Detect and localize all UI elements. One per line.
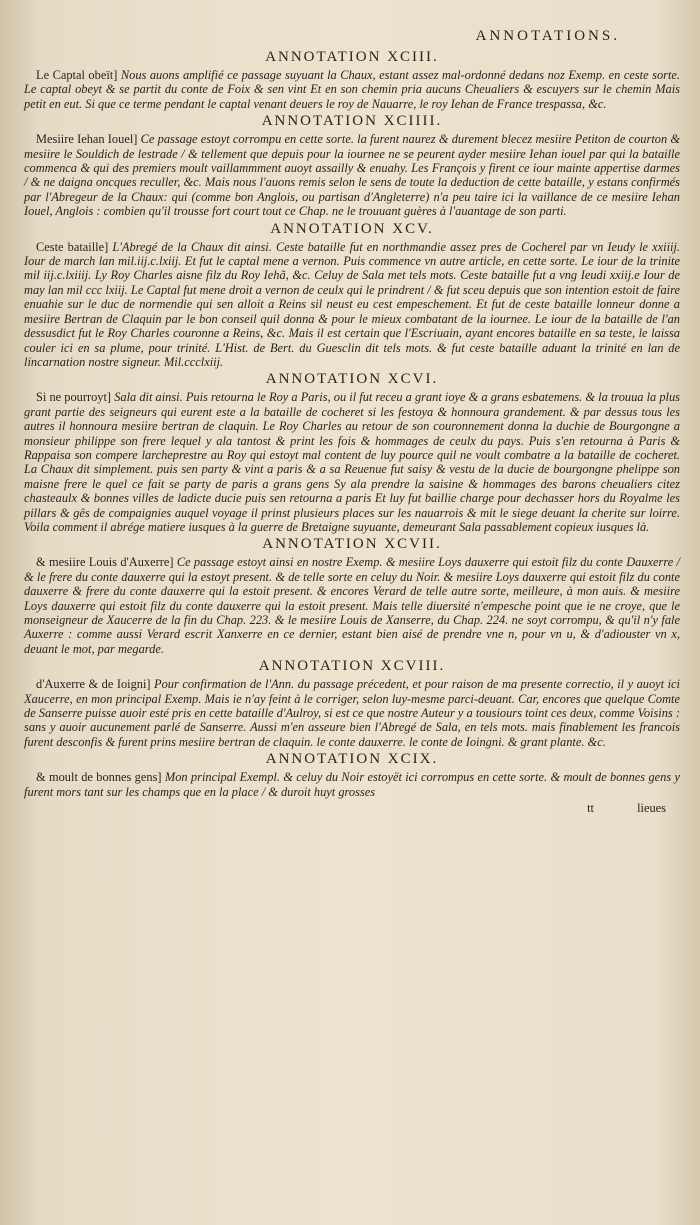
- commentary: Ce passage estoyt corrompu en cette sorte. la furent naurez & durement blecez mesiire Petiton de courton & mesiire le Souldich de lestrade / & tellement que depuis pour la iournee ne se peurent ayder mesiire Iehan iouel par qui la bataille commenca & qui des premiers moult vaillammment auoyt assailly & enuahy. Les François y firent ce iour mainte appertise darmes / & ne daigna oncques reculler, &c. Mais nous l'auons remis selon le sens de toute la deduction de cette bataille, y estans confirmés par l'Abregeur de la Chaux: qui (comme bon Anglois, ou partisan d'Angleterre) n'a peu taire ici la vaillance de ce mesiire Iehan Iouel, Anglois : combien qu'il trousse fort court tout ce Chap. ne le trouuant guères à l'auantage de son parti.: [24, 132, 681, 219]
- annotation-xciiii: [24, 113, 680, 218]
- commentary: Pour confirmation de l'Ann. du passage précedent, et pour raison de ma presente correctio, il y auoyt ici Xaucerre, en mon principal Exemp. Mais ie n'ay feint à le corriger, selon luy-mesme parci-deuant. Car, encores que quelque Comte de Sanserre puisse auoir esté pris en cette bataille d'Aulroy, si est ce que nostre Auteur y a tousiours toint ces deux, comme Voisins : sans y auoir aucunement parlé de Sanserre. Aussi m'en asseure bien l'Abregé de Sala, en tels mots. mais finablement les francois furent desconfis & furent prins mesiire bertran de claquin. le conte dauxerre. le conte de Ioingni. & grant plante. &c.: [24, 677, 680, 749]
- commentary: Mon principal Exempl. & celuy du Noir estoyët ici corrompus en cette sorte. & moult de bonnes gens y furent mors tant sur les champs que en la place / & duroit huyt grosses: [24, 770, 681, 799]
- annotation-xcv: [24, 221, 680, 370]
- annotation-xcvi: [24, 371, 680, 534]
- annotation-heading: ANNOTATION XCIII.: [265, 49, 439, 65]
- annotation-xcviii: [24, 658, 680, 749]
- catchword: lieues: [637, 801, 666, 816]
- annotation-xciii: [24, 49, 680, 111]
- commentary: Ce passage estoyt ainsi en nostre Exemp. & mesiire Loys dauxerre qui estoit filz du conte Dauxerre / & le frere du conte dauxerre qui la estoyt present. & de telle sorte en celuy du Noir. & mesiire Loys dauxerre qui estoit filz du conte dauxerre & frere du conte dauxerre qui la estoit present. & encores Verard de telle autre sorte, meilleure, à mon auis. & mesiire Loys dauxerre qui estoit filz du conte dauxerre qui la estoit present. Mais telle diuersité n'empesche point que ie ne croye, que le monseigneur de Xaucerre de la fin du Chap. 223. & le mesiire Louis de Xanserre, du Chap. 224. ne soyt corrompu, & qu'il n'y fale Auxerre : comme aussi Verard escrit Xanxerre en ce dernier, estant bien aisé de prendre vne n, pour vn u, & d'adiouster vn x, deuant le mot, par megarde.: [24, 555, 680, 656]
- commentary: L'Abregé de la Chaux dit ainsi. Ceste bataille fut en northmandie assez pres de Cocherel par vn Ieudy le xxiiij. Iour de march lan mil.iij.c.lxiij. Et fut le captal mene a vernon. Puis commence vn autre article, en cette sorte. Le iour de la trinite mil iij.c.lxiiij. Ly Roy Charles aisne filz du Roy Iehã, &c. Celuy de Sala met tels mots. Ceste bataille fut a vng Ieudi xxiij.e Iour de may lan mil ccc lxiij. Le Captal fut mene droit a vernon de ceulx qui le prindrent / & fut sceu depuis que son intention estoit de faire enuahie sur le duc de normendie qui sen alloit a Reins sil neust eu cest empeschement. Et fut de ceste bataille lonneur donne a mesiire Bertran de Claquin par le bon conseil quil donna & pour le mieux combatant de la iournee. Le iour de la bataille de l'an dessusdict fut le Roy Charles couronne a Reins, &c. Mais il est certain que l'Escriuain, ayant encores bataille en sa teste, le laissa couler ici en sa plume, pour trinité. L'Hist. de Bert. du Guesclin dit tels mots. & fut ceste bataille aduant la trinité en lan de lincarnation nostre signeur. Mil.ccclxiij.: [24, 239, 680, 369]
- annotation-text: [24, 677, 680, 749]
- annotation-heading: ANNOTATION XCIIII.: [261, 113, 443, 130]
- annotation-text: [24, 240, 680, 370]
- lemma: Le Captal obeït]: [36, 68, 118, 82]
- page-footer: [24, 801, 666, 816]
- annotation-text: [24, 555, 680, 656]
- lemma: & mesiire Louis d'Auxerre]: [36, 555, 174, 570]
- annotation-xcvii: [24, 536, 680, 656]
- annotation-heading: ANNOTATION XCVIII.: [258, 658, 446, 675]
- signature-mark: tt: [587, 801, 594, 816]
- annotation-text: [24, 132, 680, 218]
- lemma: Ceste bataille]: [36, 239, 109, 254]
- commentary: Nous auons amplifié ce passage suyuant la Chaux, estant assez mal-ordonné dedans noz Exemp. en ceste sorte. Le captal obeyt & se partit du conte de Foix & sen vint Et en son chemin pria aucuns Cheualiers & escuyers sur le chemin Mais petit en eut. Si que ce terme pendant le captal venant deuers le roy de Nauarre, le roy Iehan de France trespassa, &c.: [24, 68, 680, 111]
- annotation-xcix: [24, 751, 680, 799]
- annotation-heading: ANNOTATION XCIX.: [265, 751, 439, 768]
- lemma: d'Auxerre & de Ioigni]: [36, 677, 151, 692]
- commentary: Sala dit ainsi. Puis retourna le Roy a Paris, ou il fut receu a grant ioye & a grans esbatemens. & la trouua la plus grant partie des seigneurs qui eurent este a la bataille de cocheret si les festoya & honnoura grandement. & par dessus tous les autres il honnoura mesiire bertran de claquin. Le Roy Charles au retour de son couronnement donna la duchie de Bourgongne a monsieur philippe son frere lequel y ala tantost & print les fois & hommages de ceulx du pays. Puis s'en retourna à Paris & Rappaisa son compere larcheprestre au Roy qui estoyt mal content de luy pource quil ne voult combatre a la bataille de cocheret. La Chaux dit simplement. puis sen party & vint a paris & a sa Reuenue fut saisy & vestu de la ducie de bourgongne phelippe son maisne frere le quel ce fait se party de paris a grans gens Sy ala prendre la saisine & hommages des barons cheualiers citez chasteaulx & bonnes villes de ladicte ducie puis sen retourna a paris Et luy fut baillie charge pour dechasser hors du Royalme les pillars & gês de compaignies auquel voyage il prinst plusieurs places sur les nauarrois & mit le siege deuant la cherite sur loirre. Voila comment il abrége matiere iusques à la guerre de Bretaigne suyuante, demeurant Sala passablement copieux iusques là.: [24, 390, 680, 534]
- annotation-text: [24, 390, 680, 534]
- annotation-text: [24, 770, 680, 799]
- running-head: ANNOTATIONS.: [475, 28, 620, 44]
- annotation-heading: ANNOTATION XCVII.: [262, 536, 442, 553]
- lemma: Mesiire Iehan Iouel]: [36, 132, 138, 147]
- annotation-heading: ANNOTATION XCV.: [270, 220, 434, 237]
- lemma: & moult de bonnes gens]: [36, 770, 162, 785]
- annotation-text: [24, 68, 680, 111]
- annotation-heading: ANNOTATION XCVI.: [265, 371, 439, 388]
- lemma: Si ne pourroyt]: [36, 390, 112, 405]
